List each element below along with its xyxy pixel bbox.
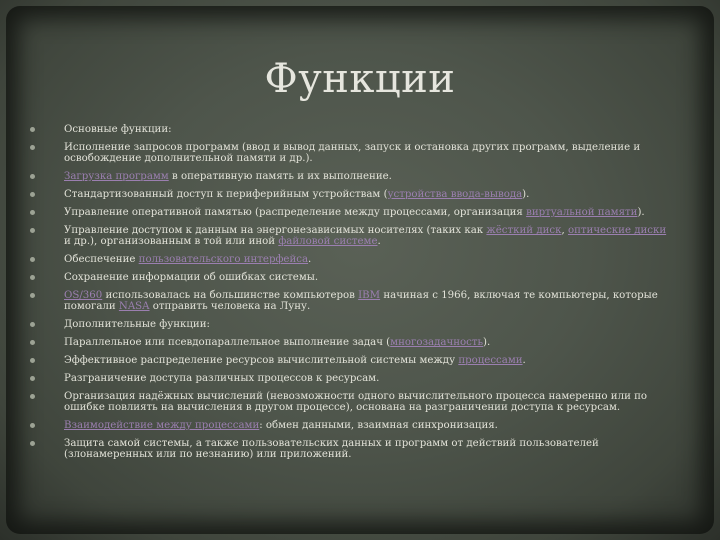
bullet-link[interactable]: виртуальной памяти [526, 207, 638, 218]
bullet-item [30, 225, 670, 247]
bullet-text: ). [637, 207, 645, 218]
bullet-dot-icon [30, 423, 35, 428]
bullet-text: . [308, 254, 312, 265]
bullet-dot-icon [30, 127, 35, 132]
bullet-item [30, 142, 670, 164]
bullet-text: , [561, 225, 568, 236]
bullet-dot-icon [30, 145, 35, 150]
bullet-dot-icon [30, 358, 35, 363]
bullet-link[interactable]: IBM [358, 290, 381, 301]
bullet-dot-icon [30, 228, 35, 233]
bullet-item [30, 420, 670, 431]
bullet-text: начиная с 1966, включая те компьютеры, которые помогали [64, 290, 658, 312]
slide-title: Функции [264, 56, 456, 102]
bullet-text: отправить человека на Луну. [149, 301, 311, 312]
bullet-dot-icon [30, 376, 35, 381]
bullet-link[interactable]: процессами [458, 355, 523, 366]
bullet-item [30, 207, 670, 218]
bullet-link[interactable]: NASA [118, 301, 150, 312]
bullet-text: Обеспечение [64, 254, 139, 265]
bullet-item [30, 337, 670, 348]
bullet-text: Дополнительные функции: [64, 319, 210, 330]
bullet-link[interactable]: Взаимодействие между процессами [64, 420, 260, 431]
bullet-item [30, 355, 670, 366]
bullet-text: : обмен данными, взаимная синхронизация. [259, 420, 498, 431]
bullet-text: Разграничение доступа различных процессов к ресурсам. [64, 373, 380, 384]
bullet-link[interactable]: многозадачность [390, 337, 484, 348]
bullet-link[interactable]: файловой системе [278, 236, 378, 247]
bullet-text: Параллельное или псевдопараллельное выполнение задач ( [64, 337, 391, 348]
bullet-dot-icon [30, 174, 35, 179]
bullet-item [30, 254, 670, 265]
bullet-item [30, 124, 670, 135]
bullet-item [30, 171, 670, 182]
bullet-text: Организация надёжных вычислений (невозможности одного вычислительного процесса намеренно или по ошибке повлиять на вычисления в другом процессе), основана на разграничении доступа к ресурсам. [64, 391, 648, 413]
bullet-text: Исполнение запросов программ (ввод и вывод данных, запуск и остановка других программ, выделение и освобождение дополнительной памяти и др.). [64, 142, 641, 164]
bullet-text: Защита самой системы, а также пользовательских данных и программ от действий пользователей (злонамеренных или по незнанию) или приложений. [64, 438, 599, 460]
bullet-text: использовалась на большинстве компьютеров [102, 290, 359, 301]
bullet-dot-icon [30, 394, 35, 399]
bullet-text: в оперативную память и их выполнение. [168, 171, 392, 182]
bullet-text: ). [483, 337, 491, 348]
bullet-item [30, 272, 670, 283]
bullet-link[interactable]: оптические диски [567, 225, 667, 236]
bullet-text: Сохранение информации об ошибках системы. [64, 272, 319, 283]
bullet-text: . [377, 236, 381, 247]
bullet-text: . [522, 355, 526, 366]
bullet-dot-icon [30, 322, 35, 327]
bullet-item [30, 391, 670, 413]
bullet-item [30, 438, 670, 460]
bullet-text: Эффективное распределение ресурсов вычислительной системы между [64, 355, 459, 366]
bullet-text: Основные функции: [64, 124, 172, 135]
bullet-dot-icon [30, 210, 35, 215]
bullet-dot-icon [30, 257, 35, 262]
bullet-link[interactable]: устройства ввода-вывода [387, 189, 523, 200]
bullet-item [30, 189, 670, 200]
bullet-link[interactable]: Загрузка программ [64, 171, 169, 182]
bullet-dot-icon [30, 192, 35, 197]
bullet-text: Управление оперативной памятью (распределение между процессами, организация [64, 207, 527, 218]
bullet-list [30, 124, 670, 467]
bullet-item [30, 290, 670, 312]
bullet-link[interactable]: OS/360 [64, 290, 103, 301]
bullet-link[interactable]: жёсткий диск [486, 225, 562, 236]
bullet-text: ). [522, 189, 530, 200]
bullet-dot-icon [30, 441, 35, 446]
bullet-dot-icon [30, 340, 35, 345]
bullet-text: и др.), организованным в той или иной [64, 236, 279, 247]
bullet-item [30, 319, 670, 330]
bullet-dot-icon [30, 293, 35, 298]
bullet-item [30, 373, 670, 384]
bullet-text: Управление доступом к данным на энергонезависимых носителях (таких как [64, 225, 487, 236]
bullet-link[interactable]: пользовательского интерфейса [138, 254, 309, 265]
bullet-dot-icon [30, 275, 35, 280]
bullet-text: Стандартизованный доступ к периферийным устройствам ( [64, 189, 388, 200]
